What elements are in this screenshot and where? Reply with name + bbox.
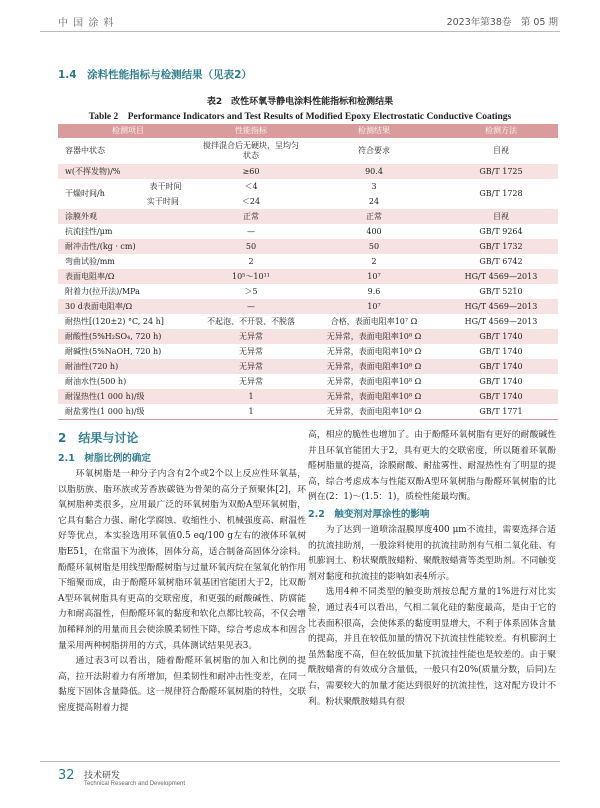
cell-spec: 无异常 <box>239 376 263 386</box>
table-row <box>58 344 558 359</box>
section-heading: 1.4 涂料性能指标与检测结果（见表2） <box>58 69 252 81</box>
table-row <box>58 329 558 344</box>
cell-spec: 无异常 <box>239 346 263 356</box>
cell-spec-value: ＜24 <box>241 196 261 206</box>
table-header-row <box>58 124 558 138</box>
cell-method: GB/T 1740 <box>444 359 558 374</box>
table-row <box>58 224 558 239</box>
cell-result: 无异常，表面电阻率10⁸ Ω <box>326 376 422 386</box>
table-row <box>58 164 558 179</box>
paragraph: 高，相应的脆性也增加了。由于酚醛环氧树脂有更好的耐酸碱性并且环氧官能团大于2，具有更大的交联密度，所以随着环氧酚醛树脂量的提高，涂膜耐酸、耐盐雾性、耐湿热性有了明显的提高，综合考虑成本与性能双酚A型环氧树脂与酚醛环氧树脂的比例在(2：1)～(1.5：1)，质检性能最均衡。 <box>308 430 556 503</box>
table-row <box>58 209 558 224</box>
cell-method: 目视 <box>444 209 558 224</box>
table-row <box>58 269 558 284</box>
cell-method: GB/T 1728 <box>479 189 523 198</box>
cell-method: GB/T 5210 <box>479 286 523 296</box>
col-header-item: 检测项目 <box>58 124 198 138</box>
cell-spec: 搅拌混合后无硬块，呈均匀状态 <box>203 141 299 160</box>
cell-result: 正常 <box>304 209 444 224</box>
performance-table <box>58 124 558 420</box>
cell-item: 耐盐雾性(1 000 h)/级 <box>58 404 198 420</box>
cell-spec: 无异常 <box>198 329 304 344</box>
cell-result: 400 <box>366 226 382 236</box>
paragraph: 为了达到一道喷涂湿膜厚度400 μm不流挂，需要选择合适的抗流挂助剂，一般涂料使用的抗流挂助剂有气相二氧化硅、有机膨润土、粉状聚酰胺蜡粉、聚酰胺蜡膏等类型助剂。不同触变剂对黏度和抗流挂的影响如表4所示。 <box>308 524 556 582</box>
cell-item: 抗流挂性/μm <box>65 226 113 236</box>
table-title-en: Table 2 Performance Indicators and Test Results of Modified Epoxy Electrostatic Conductive Coatings <box>88 112 512 122</box>
cell-method: GB/T 6742 <box>479 256 523 266</box>
cell-method: GB/T 1732 <box>444 239 558 254</box>
subsection-heading: 2.1 树脂比例的确定 <box>58 453 151 464</box>
cell-spec: 不起泡、不开裂、不脱落 <box>207 316 295 326</box>
col-header-result: 检测结果 <box>304 124 444 138</box>
cell-result: 合格，表面电阻率10⁷ Ω <box>330 316 418 326</box>
col-header-spec: 性能指标 <box>198 124 304 138</box>
table-row <box>58 284 558 299</box>
cell-method: GB/T 9264 <box>479 226 523 236</box>
cell-item: 耐冲击性/(kg · cm) <box>58 239 198 254</box>
cell-spec <box>149 179 304 194</box>
cell-result: 无异常，表面电阻率10⁸ Ω <box>304 389 444 404</box>
cell-result: 10⁷ <box>304 299 444 314</box>
cell-result: 无异常，表面电阻率10⁸ Ω <box>304 404 444 420</box>
cell-subitem: 表干时间 <box>149 181 182 191</box>
cell-spec-value: ＜4 <box>244 181 258 191</box>
cell-spec: 1 <box>198 389 304 404</box>
table-row <box>58 138 558 164</box>
cell-result: 2 <box>371 256 377 266</box>
cell-item: 耐湿热性(1 000 h)/级 <box>58 389 198 404</box>
table-row <box>58 389 558 404</box>
cell-spec: 正常 <box>198 209 304 224</box>
column-name-en: Technical Research and Development <box>84 781 186 787</box>
cell-method: GB/T 1740 <box>444 389 558 404</box>
cell-result: 24 <box>368 196 380 206</box>
cell-item: w(不挥发物)/% <box>58 164 198 179</box>
cell-result: 无异常，表面电阻率10⁸ Ω <box>304 359 444 374</box>
cell-result: 符合要求 <box>358 146 390 155</box>
cell-result: 50 <box>304 239 444 254</box>
right-column <box>308 428 556 710</box>
cell-spec: — <box>198 299 304 314</box>
cell-method: HG/T 4569—2013 <box>464 316 538 326</box>
cell-item: 耐热性[(120±2) °C, 24 h] <box>65 316 164 326</box>
col-header-method: 检测方法 <box>444 124 558 138</box>
footer-divider <box>40 761 560 762</box>
cell-spec: ＞5 <box>244 286 258 296</box>
cell-item: 附着力(拉开法)/MPa <box>65 286 140 296</box>
cell-spec: — <box>247 226 255 236</box>
cell-spec <box>146 194 304 209</box>
column-name: 技术研发 <box>84 771 121 781</box>
cell-spec: 2 <box>248 256 254 266</box>
results-heading: 2 结果与讨论 <box>58 431 139 445</box>
cell-result: 9.6 <box>367 286 381 296</box>
cell-method: GB/T 1740 <box>479 376 523 386</box>
table-row <box>58 179 558 194</box>
cell-item: 耐油性(720 h) <box>58 359 198 374</box>
cell-item: 耐酸性(5%H₂SO₄, 720 h) <box>58 329 198 344</box>
cell-item: 涂膜外观 <box>58 209 198 224</box>
cell-spec: ≥60 <box>198 164 304 179</box>
table-row <box>58 404 558 420</box>
cell-method: GB/T 1725 <box>444 164 558 179</box>
table-row <box>58 254 558 269</box>
cell-method: GB/T 1740 <box>444 329 558 344</box>
cell-spec: 1 <box>198 404 304 420</box>
table-row <box>58 314 558 329</box>
cell-item: 弯曲试验/mm <box>65 256 115 266</box>
issue-info: 2023年第38卷 第 05 期 <box>446 17 558 28</box>
cell-item: 耐油水性(500 h) <box>65 376 127 386</box>
cell-spec: 无异常 <box>198 359 304 374</box>
table-row <box>58 359 558 374</box>
cell-spec: 10⁵～10¹¹ <box>198 269 304 284</box>
table-row <box>58 239 558 254</box>
cell-result: 无异常，表面电阻率10⁸ Ω <box>326 346 422 356</box>
cell-item: 容器中状态 <box>65 146 105 155</box>
cell-item: 表面电阻率/Ω <box>58 269 198 284</box>
paragraph: 环氧树脂是一种分子内含有2个或2个以上反应性环氧基，以脂肪族、脂环族或芳香族碳链为骨架的高分子预聚体[2]，环氧树脂种类很多，应用最广泛的环氧树脂为双酚A型环氧树脂，它具有黏合力强、耐化学腐蚀、收缩性小、机械强度高、耐温性好等优点，本实验选用环氧值0.5 eq/100 g左右的液体环氧树脂E51，在常温下为液体，固体分高，适合制备高固体分涂料。酚醛环氧树脂是用线型酚醛树脂与过量环氧丙烷在氢氧化钠作用下缩聚而成，由于酚醛环氧树脂环氧基团官能团大于2，比双酚A型环氧树脂具有更高的交联密度，和更强的耐酸碱性、防腐能力和耐高温性，但酚醛环氧的黏度和软化点都比较高，不仅会增加稀释剂的用量而且会使涂膜柔韧性下降，综合考虑成本和固含量采用两种树脂拼用的方式，具体测试结果见表3。 <box>58 469 306 651</box>
cell-item: 干燥时间/h <box>65 189 105 198</box>
table-title-cn: 表2 改性环氧导静电涂料性能指标和检测结果 <box>206 97 394 107</box>
cell-method: GB/T 1740 <box>479 346 523 356</box>
paragraph: 选用4种不同类型的触变助剂按总配方量的1%进行对比实验，通过表4可以看出，气相二氧化硅的黏度最高，是由于它的比表面积很高，会使体系的黏度明显增大，不利于体系固体含量的提高，并且在较低加量的情况下抗流挂性能较差。有机膨润土虽然黏度不高，但在较低加量下抗流挂性能也是较差的。由于聚酰胺蜡膏的有效成分含量低，一般只有20%(质量分数，后同)左右，需要较大的加量才能达到很好的抗流挂性，这对配方设计不利。粉状聚酰胺蜡具有很 <box>308 587 556 707</box>
cell-result: 无异常，表面电阻率10⁸ Ω <box>304 329 444 344</box>
cell-result: 90.4 <box>304 164 444 179</box>
table-row <box>58 374 558 389</box>
cell-item: 耐碱性(5%NaOH, 720 h) <box>65 346 162 356</box>
cell-subitem: 实干时间 <box>146 196 179 206</box>
paragraph: 通过表3可以看出，随着酚醛环氧树脂的加入和比例的提高，拉开法附着力有所增加，但柔韧性和耐冲击性变差，在同一黏度下固体含量降低。这一规律符合酚醛环氧树脂的特性，交联密度提高附着力提 <box>58 656 306 713</box>
header-divider <box>40 31 560 32</box>
journal-name: 中 国 涂 料 <box>58 18 115 29</box>
cell-item: 30 d表面电阻率/Ω <box>58 299 198 314</box>
cell-result: 10⁷ <box>304 269 444 284</box>
table-row <box>58 299 558 314</box>
subsection-heading: 2.2 触变剂对厚涂性的影响 <box>308 508 430 520</box>
cell-method: GB/T 1771 <box>444 404 558 420</box>
cell-method: 目视 <box>493 146 509 155</box>
cell-result: 3 <box>371 181 377 191</box>
page-number: 32 <box>58 768 75 783</box>
left-column <box>58 428 306 717</box>
cell-method: HG/T 4569—2013 <box>444 269 558 284</box>
cell-method: HG/T 4569—2013 <box>444 299 558 314</box>
cell-spec: 50 <box>198 239 304 254</box>
